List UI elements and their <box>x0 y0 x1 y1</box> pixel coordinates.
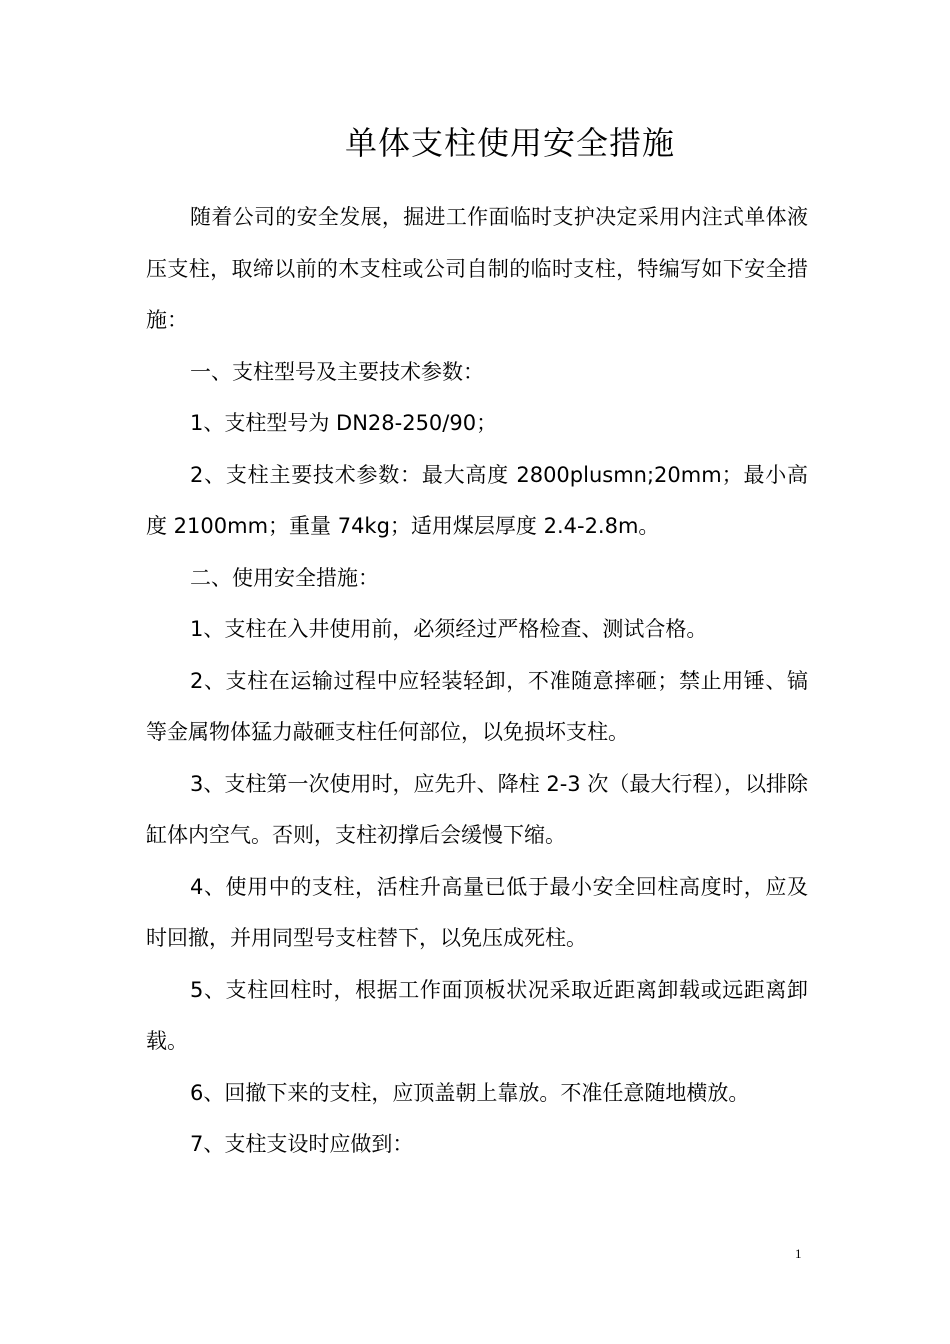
paragraph-item-5: 5、支柱回柱时，根据工作面顶板状况采取近距离卸载或远距离卸载。 <box>146 977 808 1053</box>
paragraph-section-2-heading: 二、使用安全措施： <box>190 565 379 590</box>
paragraph-item-3: 3、支柱第一次使用时，应先升、降柱 2-3 次（最大行程），以排除缸体内空气。否则，支柱初撑后会缓慢下缩。 <box>146 771 808 847</box>
paragraph-item-7: 7、支柱支设时应做到： <box>190 1132 414 1156</box>
document-body <box>146 192 808 1171</box>
paragraph-item-6: 6、回撤下来的支柱，应顶盖朝上靠放。不准任意随地横放。 <box>190 1080 750 1105</box>
paragraph-item-4: 4、使用中的支柱，活柱升高量已低于最小安全回柱高度时，应及时回撤，并用同型号支柱替下，以免压成死柱。 <box>146 874 808 950</box>
paragraph-model: 1、支柱型号为 DN28-250/90； <box>190 411 498 435</box>
paragraph-item-1: 1、支柱在入井使用前，必须经过严格检查、测试合格。 <box>190 617 708 641</box>
page-number: 1 <box>795 1246 802 1261</box>
paragraph-section-1-heading: 一、支柱型号及主要技术参数： <box>190 359 484 384</box>
document-title: 单体支柱使用安全措施 <box>344 124 675 162</box>
paragraph-tech-params: 2、支柱主要技术参数：最大高度 2800plusmn;20mm；最小高度 2100mm；重量 74kg；适用煤层厚度 2.4-2.8m。 <box>146 462 808 538</box>
paragraph-item-2: 2、支柱在运输过程中应轻装轻卸，不准随意摔砸；禁止用锤、镐等金属物体猛力敲砸支柱任何部位，以免损坏支柱。 <box>146 668 808 744</box>
paragraph-intro: 随着公司的安全发展，掘进工作面临时支护决定采用内注式单体液压支柱，取缔以前的木支柱或公司自制的临时支柱，特编写如下安全措施： <box>146 205 808 332</box>
